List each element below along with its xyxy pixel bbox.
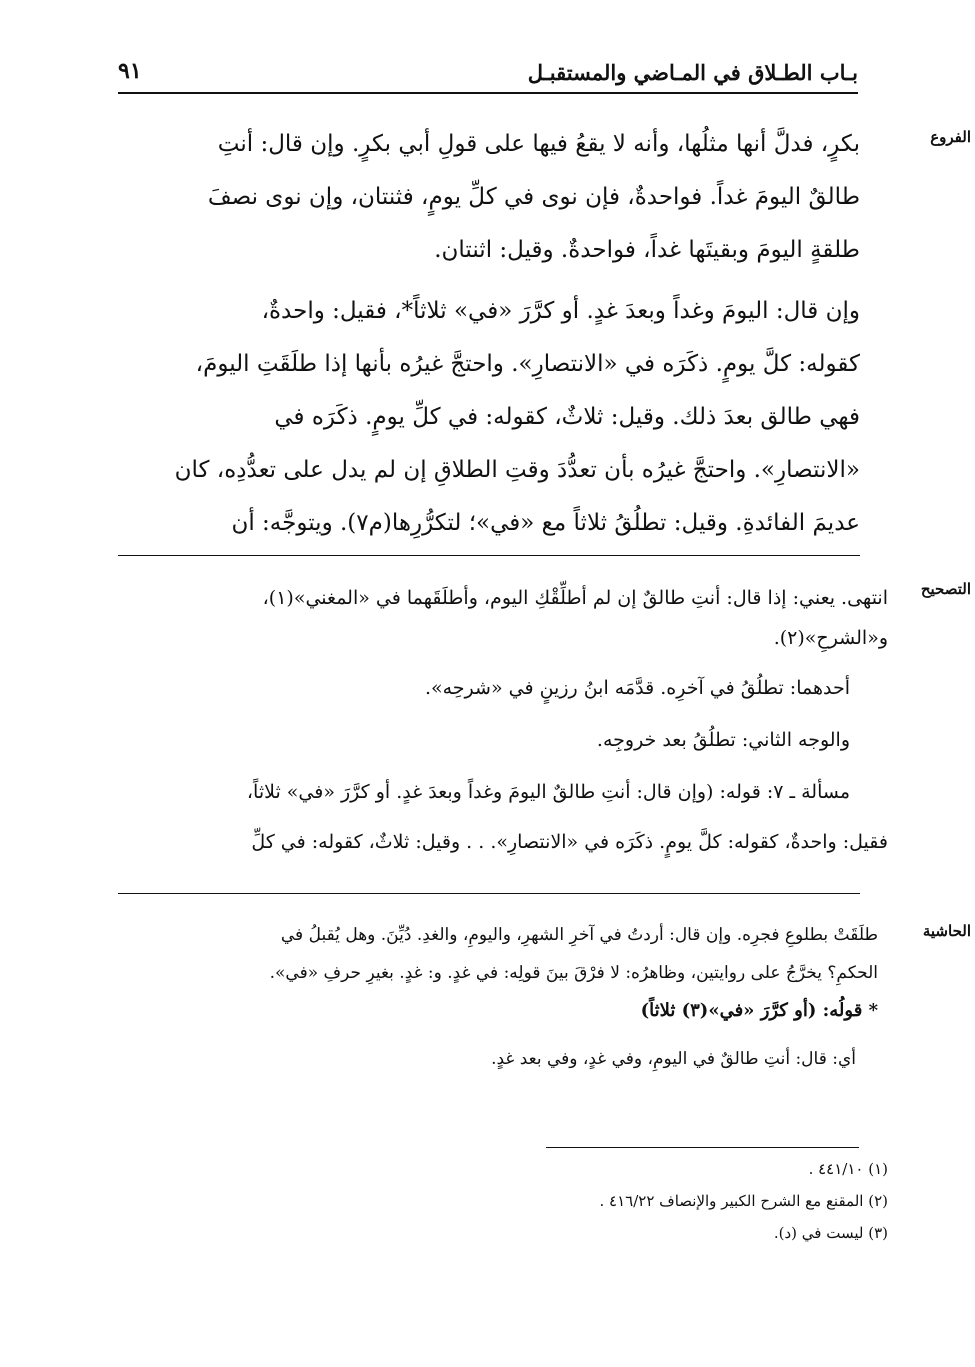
text-line: كقوله: كلَّ يومٍ. ذكَرَه في «الانتصارِ». واحتجَّ غيرُه بأنها إذا طلَقَتِ اليومَ، (195, 351, 860, 377)
label-furu: الفروع (930, 128, 971, 146)
page-number: ٩١ (118, 58, 142, 84)
text-line: والوجه الثاني: تطلُقُ بعد خروجِه. (596, 729, 850, 751)
text-line: طلقةٍ اليومَ وبقيتَها غداً، فواحدةٌ. وقيل: اثنتان. (434, 237, 860, 263)
footnote-rule (546, 1147, 859, 1148)
text-line: وإن قال: اليومَ وغداً وبعدَ غدٍ. أو كرَّرَ «في» ثلاثاً*، فقيل: واحدةٌ، (261, 298, 860, 324)
footnotes (118, 1153, 888, 1249)
text-line: أي: قال: أنتِ طالقٌ في اليومِ، وفي غدٍ، وفي بعد غدٍ. (491, 1049, 856, 1069)
text-line: أحدهما: تطلُقُ في آخرِه. قدَّمَه ابنُ رزينٍ في «شرحِه». (424, 677, 850, 699)
label-tashih: التصحيح (920, 580, 971, 598)
text-line: * قولُه: (أو كرَّرَ «في»(٣) ثلاثاً) (640, 1000, 878, 1021)
section-divider (118, 893, 860, 894)
header-rule (118, 92, 858, 94)
text-line: الحكمِ؟ يخرَّجُ على روايتين، وظاهرُه: لا فرْقَ بينَ قولِه: في غدٍ. و: غدٍ. بغيرِ حرفِ «في». (269, 963, 878, 983)
text-line: فقيل: واحدةٌ، كقوله: كلَّ يومٍ. ذكَرَه في «الانتصارِ». . . وقيل: ثلاثٌ، كقوله: في كلِّ (251, 831, 888, 853)
text-line: طالقٌ اليومَ غداً. فواحدةٌ، فإن نوى في كلِّ يومٍ، فثنتان، وإن نوى نصفَ (207, 184, 860, 210)
footnote: (٢) المقنع مع الشرح الكبير والإنصاف ٤١٦/٢٢ . (599, 1192, 888, 1210)
chapter-title: بـاب الطـلاق في المـاضي والمستقبـل (527, 60, 858, 85)
text-line: انتهى. يعني: إذا قال: أنتِ طالقٌ إن لم أطلِّقْكِ اليوم، وأطلَقَهما في «المغني»(١)، (262, 587, 888, 609)
label-hashiya: الحاشية (922, 922, 971, 940)
text-line: بكرٍ، فدلَّ أنها مثلُها، وأنه لا يقعُ فيها على قولِ أبي بكرٍ. وإن قال: أنتِ (217, 131, 860, 157)
text-line: مسألة ـ ٧: قوله: (وإن قال: أنتِ طالقٌ اليومَ وغداً وبعدَ غدٍ. أو كرَّرَ «في» ثلاثاً، (246, 781, 850, 803)
hashiya-text (118, 916, 888, 1078)
footnote: (١) ٤٤١/١٠ . (808, 1160, 888, 1178)
text-line: «الانتصارِ». واحتجَّ غيرُه بأن تعدُّدَ وقتِ الطلاقِ إن لم يدل على تعدُّدِه، كان (174, 457, 860, 483)
furu-text (118, 118, 860, 550)
text-line: عديمَ الفائدةِ. وقيل: تطلُقُ ثلاثاً مع «في»؛ لتكرُّرِها(م٧). ويتوجَّه: أن (231, 510, 860, 536)
text-line: طلَقَتْ بطلوعِ فجرِه. وإن قال: أردتُ في آخرِ الشهرِ، واليومِ، والغدِ. دُيِّنَ. وهل يُقبلُ في (280, 925, 878, 945)
tashih-text (118, 578, 888, 862)
section-divider (118, 555, 860, 556)
running-header (118, 54, 858, 94)
footnote: (٣) ليست في (د). (773, 1224, 888, 1242)
text-line: و«الشرحِ»(٢). (773, 627, 888, 649)
text-line: فهي طالق بعدَ ذلك. وقيل: ثلاثٌ، كقوله: في كلِّ يومٍ. ذكَرَه في (274, 404, 860, 430)
